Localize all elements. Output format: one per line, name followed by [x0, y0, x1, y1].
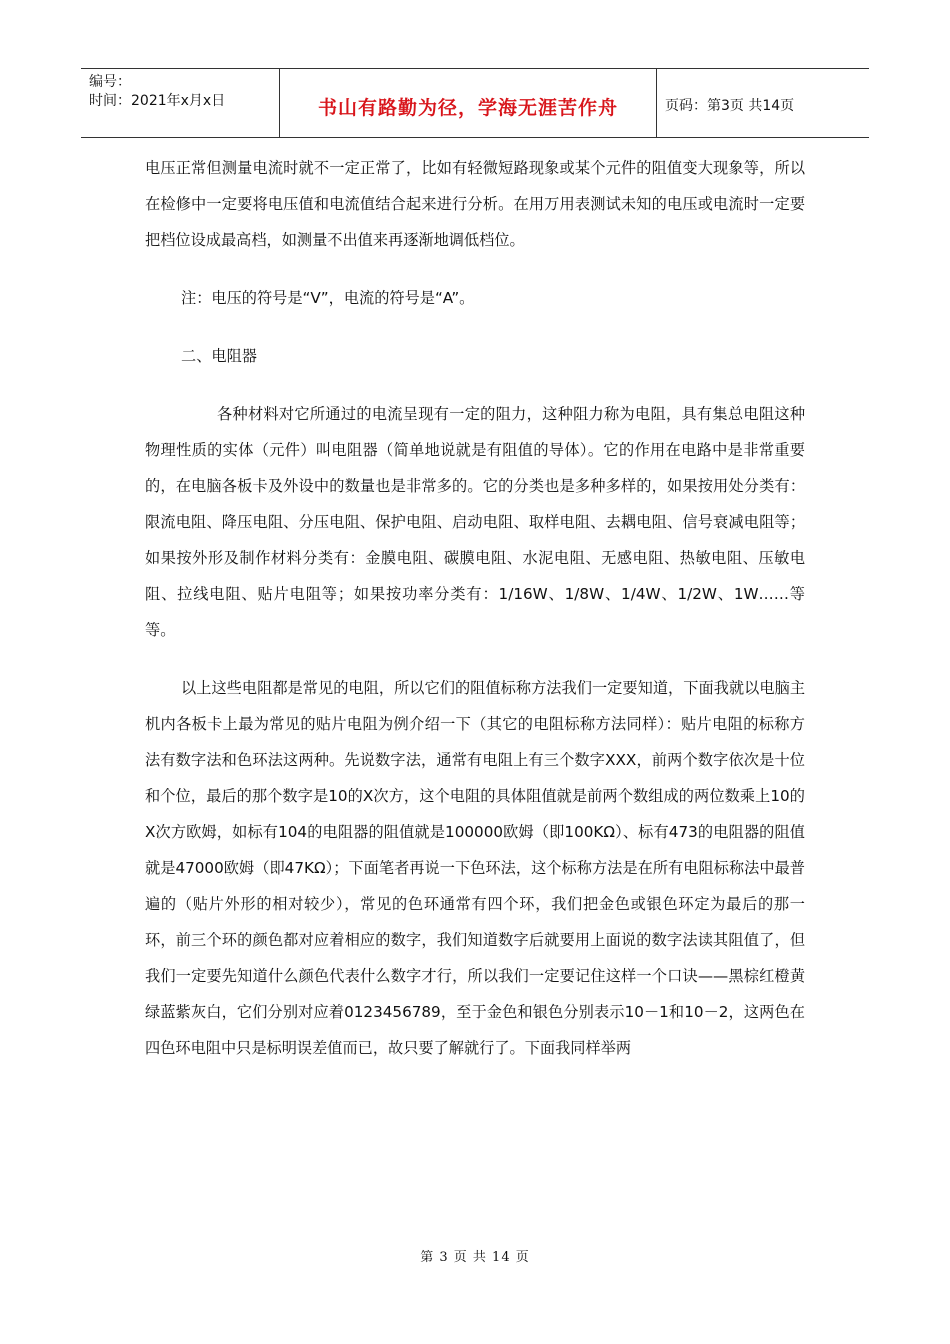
- header-motto-cell: [280, 69, 657, 137]
- header-meta: [81, 69, 280, 137]
- motto-text: 书山有路勤为径，学海无涯苦作舟: [317, 96, 618, 119]
- page-header: [81, 68, 869, 138]
- page-footer: 第 3 页 共 14 页: [420, 1250, 530, 1265]
- paragraph-resistor-intro: 各种材料对它所通过的电流呈现有一定的阻力，这种阻力称为电阻，具有集总电阻这种物理性质的实体（元件）叫电阻器（简单地说就是有阻值的导体）。它的作用在电路中是非常重要的，在电脑各板卡及外设中的数量也是非常多的。它的分类也是多种多样的，如果按用处分类有：限流电阻、降压电阻、分压电阻、保护电阻、启动电阻、取样电阻、去耦电阻、信号衰减电阻等；如果按外形及制作材料分类有：金膜电阻、碳膜电阻、水泥电阻、无感电阻、热敏电阻、压敏电阻、拉线电阻、贴片电阻等；如果按功率分类有：1/16W、1/8W、1/4W、1/2W、1W……等等。: [145, 405, 805, 639]
- date-label: 时间：2021年x月x日: [89, 93, 226, 109]
- paragraph-resistor-marking: 以上这些电阻都是常见的电阻，所以它们的阻值标称方法我们一定要知道，下面我就以电脑主机内各板卡上最为常见的贴片电阻为例介绍一下（其它的电阻标称方法同样）：贴片电阻的标称方法有数字法和色环法这两种。先说数字法，通常有电阻上有三个数字XXX，前两个数字依次是十位和个位，最后的那个数字是10的X次方，这个电阻的具体阻值就是前两个数组成的两位数乘上10的X次方欧姆，如标有104的电阻器的阻值就是100000欧姆（即100KΩ）、标有473的电阻器的阻值就是47000欧姆（即47KΩ）；下面笔者再说一下色环法，这个标称方法是在所有电阻标称法中最普遍的（贴片外形的相对较少），常见的色环通常有四个环，我们把金色或银色环定为最后的那一环，前三个环的颜色都对应着相应的数字，我们知道数字后就要用上面说的数字法读其阻值了，但我们一定要先知道什么颜色代表什么数字才行，所以我们一定要记住这样一个口诀——黑棕红橙黄绿蓝紫灰白，它们分别对应着0123456789，至于金色和银色分别表示10－1和10－2，这两色在四色环电阻中只是标明误差值而已，故只要了解就行了。下面我同样举两: [145, 679, 805, 1057]
- code-label: 编号：: [89, 74, 131, 90]
- section-heading-resistor: 二、电阻器: [181, 347, 257, 365]
- header-page-cell: [657, 69, 869, 137]
- document-body: [145, 150, 805, 1066]
- paragraph-voltage-current: 电压正常但测量电流时就不一定正常了，比如有轻微短路现象或某个元件的阻值变大现象等，所以在检修中一定要将电压值和电流值结合起来进行分析。在用万用表测试未知的电压或电流时一定要把档位设成最高档，如测量不出值来再逐渐地调低档位。: [145, 159, 805, 249]
- note-symbols: 注：电压的符号是“V”，电流的符号是“A”。: [181, 289, 475, 307]
- page-label: 页码：第3页 共14页: [665, 98, 795, 114]
